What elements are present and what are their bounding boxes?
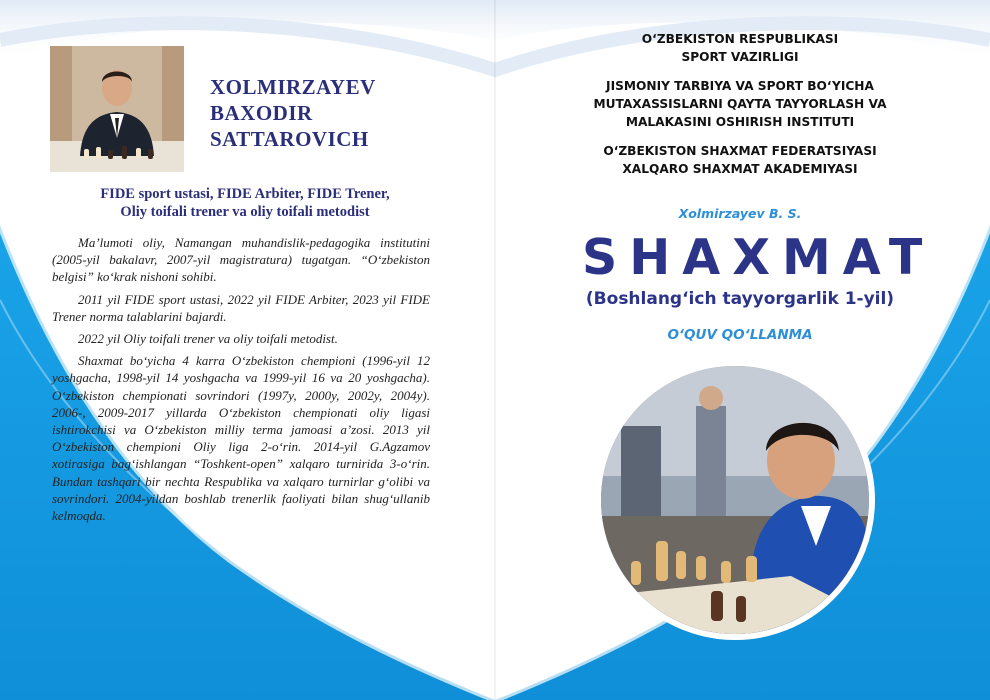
author-name [210, 74, 440, 152]
book-title: SHAXMAT [582, 229, 935, 286]
author-surname: XOLMIRZAYEV [210, 75, 376, 99]
author-patronymic: SATTAROVICH [210, 127, 369, 151]
institute-line-2: MUTAXASSISLARNI QAYTA TAYYORLASH VA [593, 97, 887, 111]
book-subtitle: (Boshlang‘ich tayyorgarlik 1-yil) [585, 289, 895, 309]
bio-paragraph-fide: 2011 yil FIDE sport ustasi, 2022 yil FIDE Arbiter, 2023 yil FIDE Trener norma talablarini bajardi. [52, 291, 430, 324]
bio-paragraph-education: Ma’lumoti oliy, Namangan muhandislik-pedagogika institutini (2005-yil bakalavr, 2007-yil magistratura) tugatgan. “O‘zbekiston belgisi” ko‘krak nishoni sohibi. [52, 235, 430, 285]
institute-line-3: MALAKASINI OSHIRISH INSTITUTI [625, 115, 855, 129]
federation-line-1: O‘ZBEKISTON SHAXMAT FEDERATSIYASI [603, 144, 877, 158]
federation-heading [585, 142, 895, 178]
publisher-institutions [585, 30, 895, 189]
book-spine [494, 0, 496, 700]
ministry-line-2: SPORT VAZIRLIGI [681, 50, 799, 64]
book-type: O‘QUV QO‘LLANMA [667, 327, 813, 343]
author-titles-line-2: Oliy toifali trener va oliy toifali metodist [120, 204, 370, 220]
federation-line-2: XALQARO SHAXMAT AKADEMIYASI [622, 162, 858, 176]
author-first-name: BAXODIR [210, 101, 313, 125]
institute-line-1: JISMONIY TARBIYA VA SPORT BO‘YICHA [606, 79, 874, 93]
bio-paragraph-achievements: Shaxmat bo‘yicha 4 karra O‘zbekiston chempioni (1996-yil 12 yoshgacha, 1998-yil 14 yoshgacha va 1999-yil 16 va 20 yoshgacha). O‘zbekiston chempionati sovrindori (1997y, 2000y, 2002y, 2004y). 2006-, 2009-2017 yillarda O‘zbekiston chempionati oliy ligasi ishtirokchisi va O‘zbekiston milliy terma jamoasi a’zosi. 2013 yil O‘zbekiston chempioni Oliy liga 2-o‘rin. 2014-yil G.Agzamov xotirasiga bag‘ishlangan “Toshkent-open” xalqaro turnirida 3-o‘rin. Bundan tashqari bir nechta Respublika va xalqaro turnirlar g‘olibi va sovrindori. 2004-yildan boshlab trenerlik faoliyati bilan shug‘ullanib kelmoqda. [52, 353, 430, 524]
book-author: Xolmirzayev B. S. [678, 206, 802, 221]
ministry-line-1: O‘ZBEKISTON RESPUBLIKASI [641, 32, 839, 46]
ministry-heading [585, 30, 895, 66]
bio-paragraph-trainer: 2022 yil Oliy toifali trener va oliy toifali metodist. [78, 331, 338, 347]
cover-photo-boy-playing-chess [595, 360, 875, 640]
author-biography [52, 234, 430, 529]
author-titles-line-1: FIDE sport ustasi, FIDE Arbiter, FIDE Trener, [100, 186, 390, 202]
author-photo [50, 46, 184, 172]
institute-heading [585, 77, 895, 131]
author-titles [40, 185, 450, 221]
